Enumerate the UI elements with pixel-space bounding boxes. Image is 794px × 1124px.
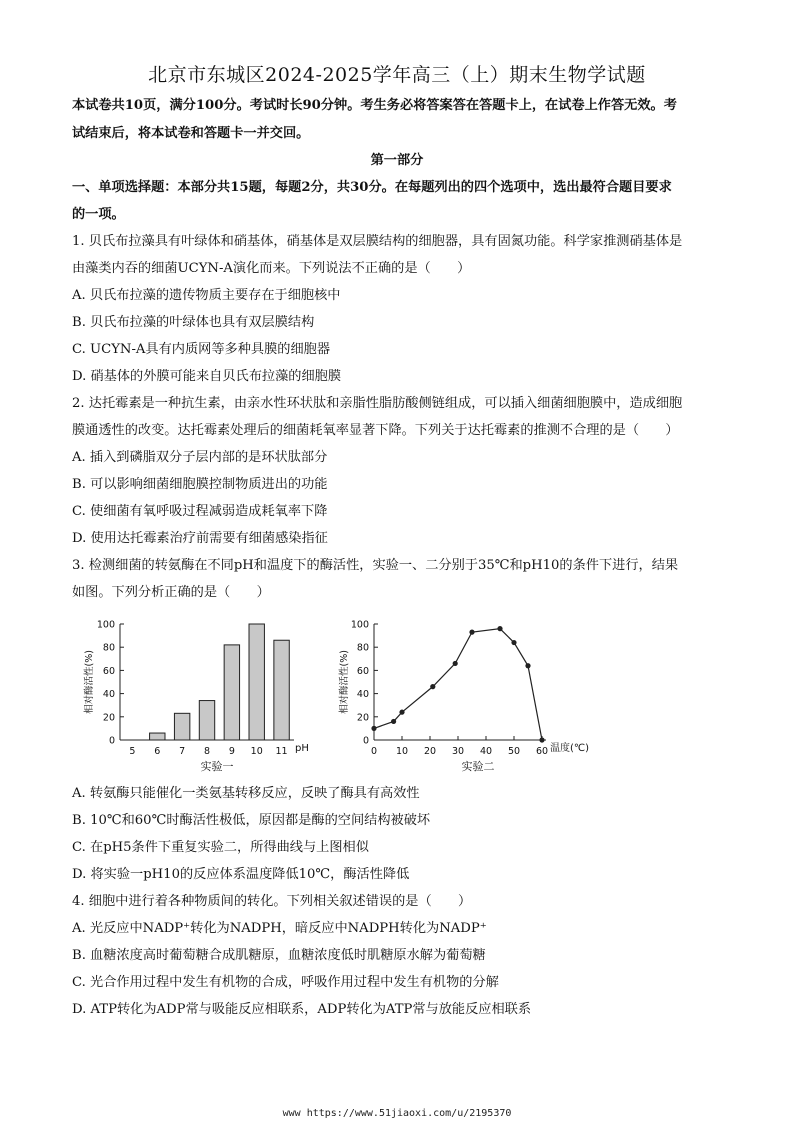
chart2-series-line [374,629,542,740]
chart2-data-point [539,737,544,742]
q2-option-b: B. 可以影响细菌细胞膜控制物质进出的功能 [72,477,328,492]
page-title: 北京市东城区2024-2025学年高三（上）期末生物学试题 [148,64,646,86]
chart1-bar [249,624,264,740]
q2-stem-line-2: 膜通透性的改变。达托霉素处理后的细菌耗氧率显著下降。下列关于达托霉素的推测不合理的是（ ） [72,423,679,438]
chart1-bar [174,713,189,740]
chart2-y-tick-label: 40 [356,689,369,701]
q4-option-c: C. 光合作用过程中发生有机物的合成，呼吸作用过程中发生有机物的分解 [72,975,499,990]
chart1-bar [224,645,239,740]
section-heading-line-1: 一、单项选择题：本部分共15题，每题2分，共30分。在每题列出的四个选项中，选出最符合题目要求 [72,180,672,195]
chart2-x-tick-label: 20 [423,746,437,757]
q1-option-b: B. 贝氏布拉藻的叶绿体也具有双层膜结构 [72,315,315,330]
chart1-bar [150,733,165,740]
q4-stem: 4. 细胞中进行着各种物质间的转化。下列相关叙述错误的是（ ） [72,894,472,909]
q3-figure [72,612,632,782]
q3-option-c: C. 在pH5条件下重复实验二，所得曲线与上图相似 [72,840,369,855]
q3-option-a: A. 转氨酶只能催化一类氨基转移反应，反映了酶具有高效性 [72,786,420,801]
chart1-bar [199,701,214,740]
chart2-data-point [497,626,502,631]
chart1-y-tick-label: 60 [102,665,115,677]
chart2-y-tick-label: 60 [356,665,369,677]
q2-stem-line-1: 2. 达托霉素是一种抗生素，由亲水性环状肽和亲脂性脂肪酸侧链组成，可以插入细菌细胞膜中，造成细胞 [72,396,683,411]
q3-option-d: D. 将实验一pH10的反应体系温度降低10℃，酶活性降低 [72,867,410,882]
chart1-y-tick-label: 0 [108,735,115,747]
chart2-data-point [469,630,474,635]
chart2-x-tick-label: 50 [507,746,521,757]
chart2-data-point [391,719,396,724]
chart2-y-axis-label: 相对酶活性(%) [339,650,350,714]
chart2-data-point [399,710,404,715]
q3-stem-line-2: 如图。下列分析正确的是（ ） [72,585,270,600]
chart1-x-tick-label: 9 [228,746,235,757]
chart1-x-tick-label: 11 [275,746,288,757]
chart2-x-tick-label: 60 [535,746,549,757]
section-heading-line-2: 的一项。 [72,207,125,222]
chart2-x-tick-label: 10 [395,746,409,757]
q3-charts-svg [72,612,632,782]
q4-option-a: A. 光反应中NADP⁺转化为NADPH，暗反应中NADPH转化为NADP⁺ [72,921,487,936]
chart1-y-tick-label: 40 [102,689,115,701]
chart2-x-tick-label: 40 [479,746,493,757]
q2-option-c: C. 使细菌有氧呼吸过程减弱造成耗氧率下降 [72,504,328,519]
chart1-y-tick-label: 80 [102,642,115,654]
q1-stem-line-2: 由藻类内吞的细菌UCYN-A演化而来。下列说法不正确的是（ ） [72,261,471,276]
chart2-y-tick-label: 0 [362,735,369,747]
q1-option-c: C. UCYN-A具有内质网等多种具膜的细胞器 [72,342,331,357]
q2-option-a: A. 插入到磷脂双分子层内部的是环状肽部分 [72,450,328,465]
chart2-data-point [430,684,435,689]
chart2-data-point [511,640,516,645]
chart1-x-axis-label: pH [295,743,309,754]
chart1-y-tick-label: 20 [102,712,115,724]
chart2-x-tick-label: 0 [370,746,378,757]
q4-option-d: D. ATP转化为ADP常与吸能反应相联系，ADP转化为ATP常与放能反应相联系 [72,1002,532,1017]
intro-line-2: 试结束后，将本试卷和答题卡一并交回。 [72,126,310,141]
chart1-x-tick-label: 5 [129,746,136,757]
chart1-x-tick-label: 10 [250,746,263,757]
chart1-y-tick-label: 100 [96,619,115,631]
chart1-x-tick-label: 6 [154,746,161,757]
chart1-title: 实验一 [200,760,234,773]
chart1-x-tick-label: 7 [179,746,186,757]
chart2-y-tick-label: 100 [350,619,369,631]
intro-line-1: 本试卷共10页，满分100分。考试时长90分钟。考生务必将答案答在答题卡上，在试卷上作答无效。考 [72,98,677,113]
chart2-data-point [453,661,458,666]
q1-stem-line-1: 1. 贝氏布拉藻具有叶绿体和硝基体，硝基体是双层膜结构的细胞器，具有固氮功能。科学家推测硝基体是 [72,234,683,249]
q3-stem-line-1: 3. 检测细菌的转氨酶在不同pH和温度下的酶活性，实验一、二分别于35℃和pH10的条件下进行，结果 [72,558,679,573]
part-title: 第一部分 [370,153,424,168]
footer-url[interactable]: www https://www.51jiaoxi.com/u/2195370 [282,1108,512,1119]
q1-option-a: A. 贝氏布拉藻的遗传物质主要存在于细胞核中 [72,288,341,303]
chart2-title: 实验二 [461,760,495,773]
chart2-data-point [525,663,530,668]
chart2-x-tick-label: 30 [451,746,465,757]
chart1-x-tick-label: 8 [203,746,211,757]
q2-option-d: D. 使用达托霉素治疗前需要有细菌感染指征 [72,531,328,546]
chart1-y-axis-label: 相对酶活性(%) [84,650,95,714]
chart2-x-axis-label: 温度(℃) [550,743,590,754]
q4-option-b: B. 血糖浓度高时葡萄糖合成肌糖原，血糖浓度低时肌糖原水解为葡萄糖 [72,948,486,963]
chart2-data-point [371,726,376,731]
q1-option-d: D. 硝基体的外膜可能来自贝氏布拉藻的细胞膜 [72,369,342,384]
chart1-bar [274,640,289,740]
chart2-y-tick-label: 20 [356,712,369,724]
chart2-y-tick-label: 80 [356,642,369,654]
q3-option-b: B. 10℃和60℃时酶活性极低，原因都是酶的空间结构被破坏 [72,813,431,828]
